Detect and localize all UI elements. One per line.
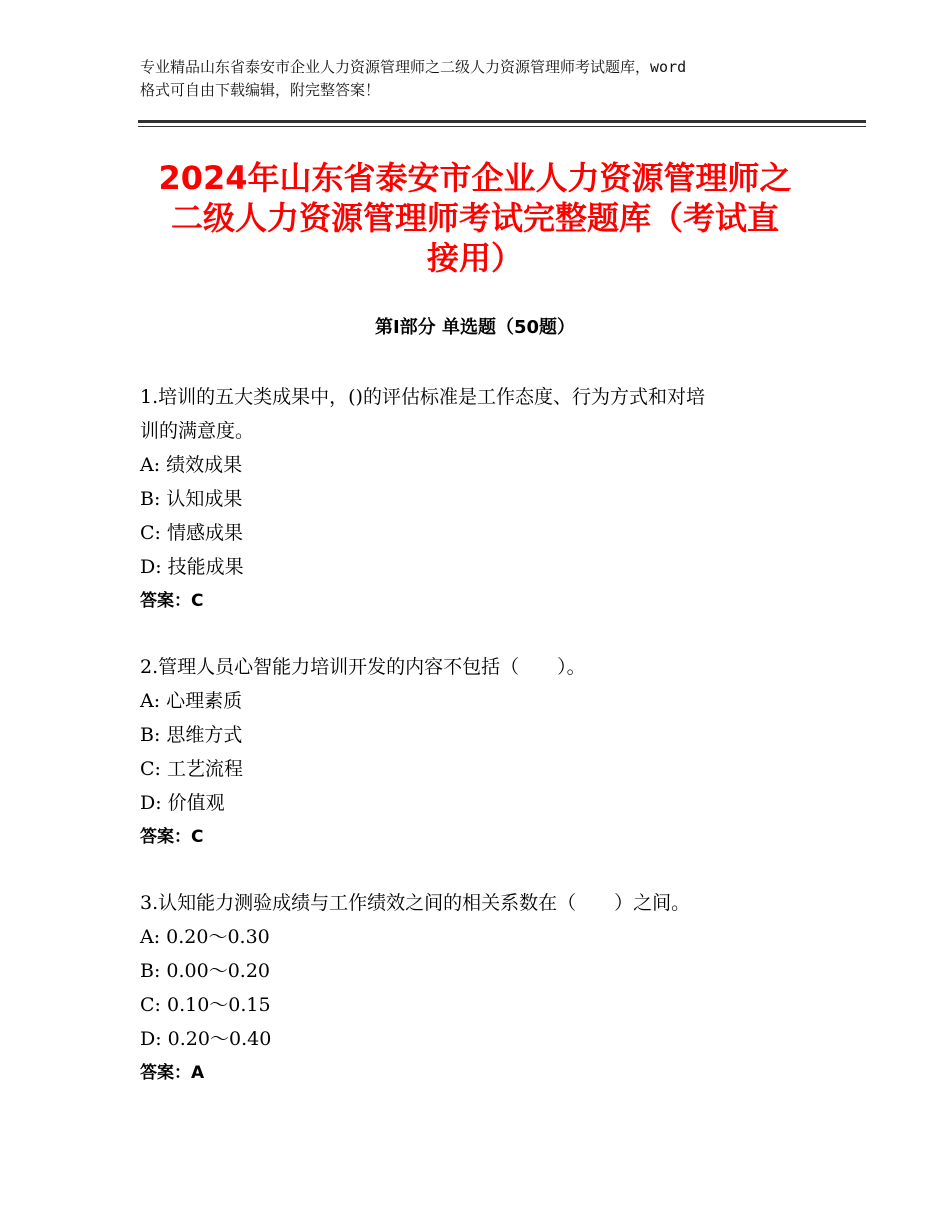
header-note [140, 56, 820, 102]
option-c: C: 情感成果 [140, 522, 243, 544]
header-note-line: 专业精品山东省泰安市企业人力资源管理师之二级人力资源管理师考试题库，word [140, 58, 687, 76]
option-d: D: 技能成果 [140, 556, 244, 578]
question-spacer [140, 618, 820, 650]
question-list [140, 380, 820, 1090]
option-b: B: 0.00～0.20 [140, 960, 271, 982]
document-title [100, 158, 850, 278]
question-stem: 3.认知能力测验成绩与工作绩效之间的相关系数在（ ）之间。 [140, 892, 691, 914]
section-title: 第Ⅰ部分 单选题（50题） [374, 317, 575, 338]
option-d: D: 0.20～0.40 [140, 1028, 272, 1050]
answer-label: 答案：A [140, 1063, 205, 1083]
option-d: D: 价值观 [140, 792, 225, 814]
answer-label: 答案：C [140, 827, 204, 847]
header-note-line: 格式可自由下载编辑，附完整答案！ [140, 81, 381, 99]
header-divider-thick [138, 120, 866, 123]
question-stem: 2.管理人员心智能力培训开发的内容不包括（ ）。 [140, 656, 586, 678]
question-stem: 1.培训的五大类成果中，()的评估标准是工作态度、行为方式和对培 [140, 386, 705, 408]
option-a: A: 心理素质 [140, 690, 243, 712]
option-b: B: 认知成果 [140, 488, 243, 510]
title-line: 2024年山东省泰安市企业人力资源管理师之 [158, 159, 792, 197]
title-line: 接用） [426, 239, 523, 277]
header-divider-thin [138, 126, 866, 127]
option-c: C: 工艺流程 [140, 758, 243, 780]
option-b: B: 思维方式 [140, 724, 243, 746]
question-1 [140, 380, 820, 618]
option-a: A: 绩效成果 [140, 454, 243, 476]
option-a: A: 0.20～0.30 [140, 926, 270, 948]
option-c: C: 0.10～0.15 [140, 994, 271, 1016]
answer-label: 答案：C [140, 591, 204, 611]
question-2 [140, 650, 820, 854]
question-stem: 训的满意度。 [140, 420, 255, 442]
question-3 [140, 886, 820, 1090]
question-spacer [140, 854, 820, 886]
title-line: 二级人力资源管理师考试完整题库（考试直 [170, 199, 779, 237]
